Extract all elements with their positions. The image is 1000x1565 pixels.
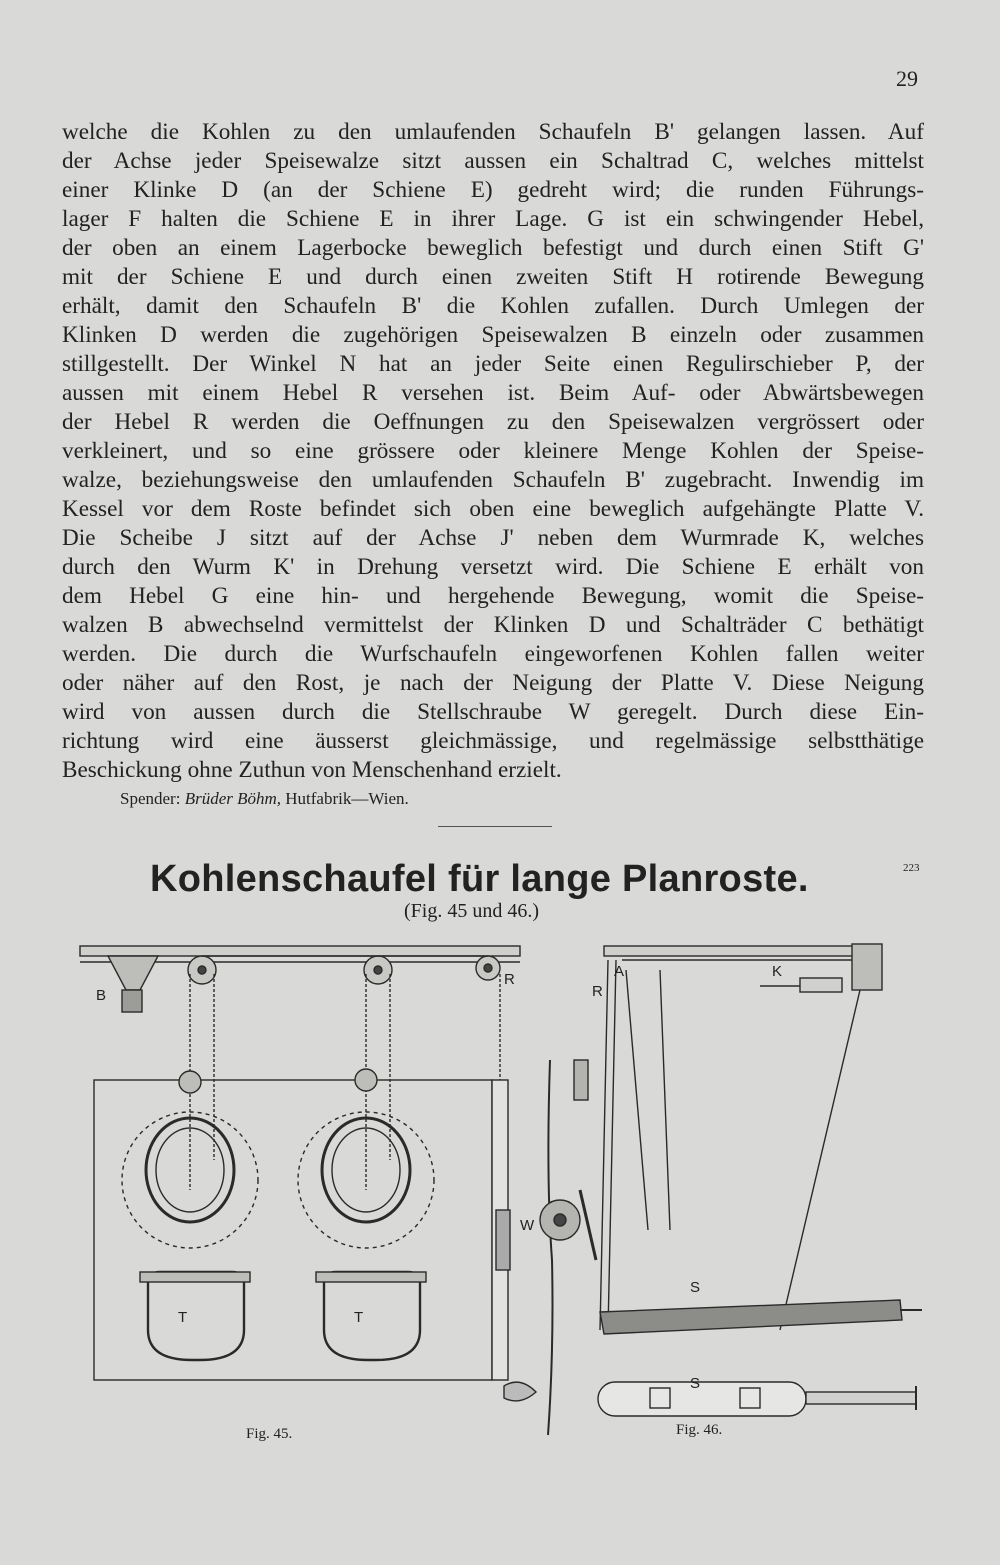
bracket-b xyxy=(108,956,158,990)
body-line: oder näher auf den Rost, je nach der Neigung der Platte V. Diese Neigung xyxy=(62,670,924,696)
handle-w xyxy=(496,1210,510,1270)
page-number: 29 xyxy=(896,66,918,91)
section-subtitle: (Fig. 45 und 46.) xyxy=(404,900,539,922)
body-line: der Hebel R werden die Oeffnungen zu den Speisewalzen vergrössert oder xyxy=(62,409,924,435)
body-line: verkleinert, und so eine grössere oder kleinere Menge Kohlen der Speise- xyxy=(62,438,924,464)
firedoor-t2 xyxy=(324,1272,420,1360)
body-line: der Achse jeder Speisewalze sitzt aussen ein Schaltrad C, welches mittelst xyxy=(62,148,924,174)
body-line: dem Hebel G eine hin- und hergehende Bewegung, womit die Speise- xyxy=(62,583,924,609)
body-line: walze, beziehungsweise den umlaufenden Schaufeln B' zugebracht. Inwendig im xyxy=(62,467,924,493)
section-divider xyxy=(438,826,552,827)
body-line: stillgestellt. Der Winkel N hat an jeder Seite einen Regulirschieber P, der xyxy=(62,351,924,377)
label-r-right: R xyxy=(592,983,603,1000)
firedoor-t1 xyxy=(148,1272,244,1360)
gauge-2 xyxy=(355,1069,377,1091)
body-line: Klinken D werden die zugehörigen Speisewalzen B einzeln oder zusammen xyxy=(62,322,924,348)
technical-drawing xyxy=(60,930,940,1450)
body-line: richtung wird eine äusserst gleichmässige, und regelmässige selbstthätige xyxy=(62,728,924,754)
gauge-1 xyxy=(179,1071,201,1093)
sponsor-name: Brüder Böhm, xyxy=(184,789,282,808)
label-s-bottom: S xyxy=(690,1375,701,1392)
body-line: Beschickung ohne Zuthun von Menschenhand erzielt. xyxy=(62,757,562,783)
body-line: einer Klinke D (an der Schiene E) gedreht wird; die runden Führungs- xyxy=(62,177,924,203)
body-line: Kessel vor dem Roste befindet sich oben eine beweglich aufgehängte Platte V. xyxy=(62,496,924,522)
label-w: W xyxy=(520,1217,535,1234)
shovel-s xyxy=(600,1300,902,1334)
body-line: Die Scheibe J sitzt auf der Achse J' neben dem Wurmrade K, welches xyxy=(62,525,924,551)
label-b: B xyxy=(96,987,107,1004)
body-line: werden. Die durch die Wurfschaufeln eingeworfenen Kohlen fallen weiter xyxy=(62,641,924,667)
figure-45-caption: Fig. 45. xyxy=(246,1426,293,1442)
sponsor-line xyxy=(120,789,409,809)
body-line: welche die Kohlen zu den umlaufenden Schaufeln B' gelangen lassen. Auf xyxy=(62,119,924,145)
boiler-front xyxy=(94,1080,492,1380)
label-k: K xyxy=(772,963,783,980)
body-line: mit der Schiene E und durch einen zweiten Stift H rotirende Bewegung xyxy=(62,264,924,290)
section-title: Kohlenschaufel für lange Planroste. xyxy=(150,858,809,900)
figure-46-caption: Fig. 46. xyxy=(676,1422,723,1438)
body-line: erhält, damit den Schaufeln B' die Kohlen zufallen. Durch Umlegen der xyxy=(62,293,924,319)
body-line: der oben an einem Lagerbocke beweglich befestigt und durch einen Stift G' xyxy=(62,235,924,261)
label-t2: T xyxy=(354,1309,364,1326)
body-line: aussen mit einem Hebel R versehen ist. Beim Auf- oder Abwärtsbewegen xyxy=(62,380,924,406)
label-t1: T xyxy=(178,1309,188,1326)
body-line: wird von aussen durch die Stellschraube W geregelt. Durch diese Ein- xyxy=(62,699,924,725)
top-rail xyxy=(604,946,874,956)
label-s-top: S xyxy=(690,1279,701,1296)
label-r-left: R xyxy=(504,971,515,988)
ceiling-beam xyxy=(80,946,520,956)
sponsor-label: Spender: xyxy=(120,789,181,808)
body-line: durch den Wurm K' in Drehung versetzt wird. Die Schiene E erhält von xyxy=(62,554,924,580)
sponsor-rest: Hutfabrik—Wien. xyxy=(285,789,409,808)
body-line: lager F halten die Schiene E in ihrer Lage. G ist ein schwingender Hebel, xyxy=(62,206,924,232)
label-a: A xyxy=(614,963,625,980)
reference-number: 223 xyxy=(903,862,920,874)
side-wall xyxy=(548,1060,553,1435)
body-paragraph xyxy=(62,118,924,785)
body-line: walzen B abwechselnd vermittelst der Klinken D und Schalträder C bethätigt xyxy=(62,612,924,638)
shovel-detail xyxy=(598,1382,806,1416)
